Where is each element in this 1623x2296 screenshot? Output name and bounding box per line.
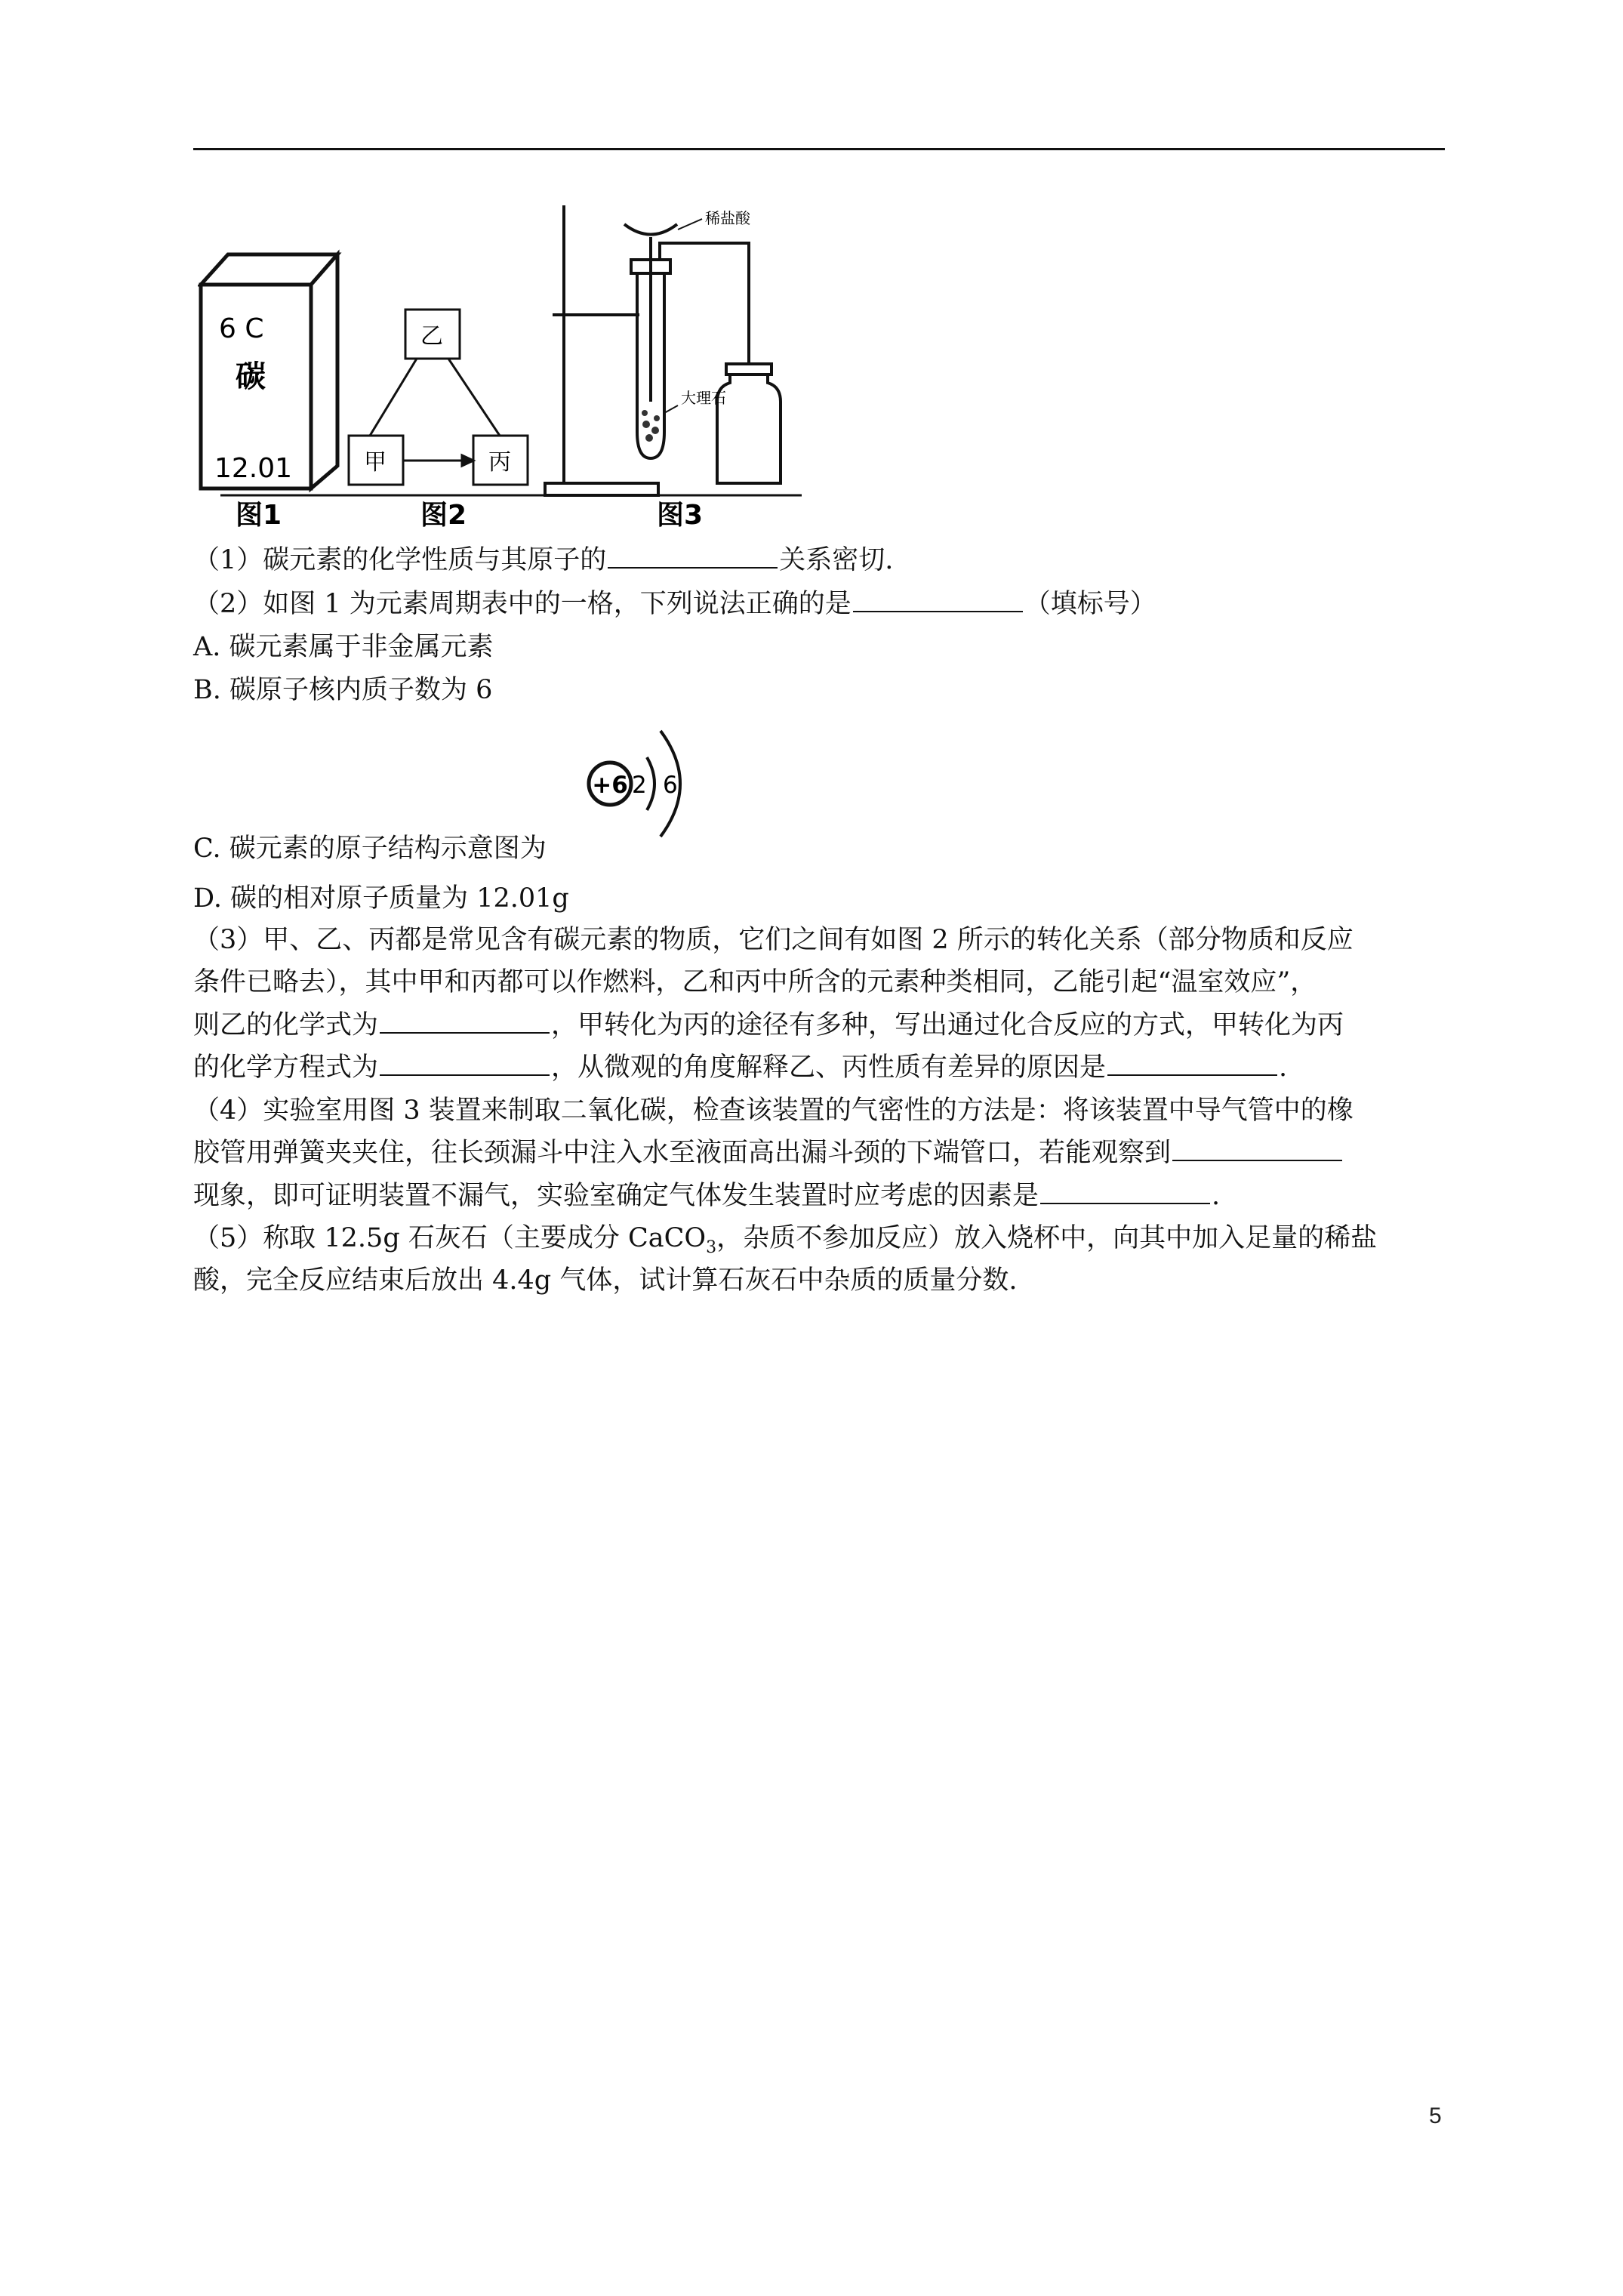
q3-line-1: （3）甲、乙、丙都是常见含有碳元素的物质，它们之间有如图 2 所示的转化关系（部分物质和反应 [193, 925, 1354, 955]
fig3-stand-base [545, 483, 658, 495]
fig3-bottle-cap [726, 364, 771, 374]
q3-line-3 [193, 1006, 1344, 1044]
q1-text-before: （1）碳元素的化学性质与其原子的 [193, 545, 607, 575]
bohr-shell-2-count: 6 [663, 772, 678, 799]
fig3-marble-pieces [642, 410, 660, 442]
q1-text-after: 关系密切. [779, 545, 894, 575]
bohr-shell-1 [647, 757, 654, 810]
bohr-svg [585, 716, 698, 867]
header-rule [193, 148, 1445, 150]
q5-line-1 [193, 1219, 1377, 1267]
fig2-label-left: 甲 [364, 449, 387, 476]
option-a: A. 碳元素属于非金属元素 [193, 632, 494, 662]
fig2-arrowhead [462, 455, 473, 466]
fig2-caption: 图2 [420, 500, 467, 530]
q4-line-3 [193, 1177, 1220, 1215]
figure-group [198, 198, 802, 530]
q5-line-1-b: ，杂质不参加反应）放入烧杯中，向其中加入足量的稀盐 [716, 1223, 1378, 1253]
q5-line-2: 酸，完全反应结束后放出 4.4g 气体，试计算石灰石中杂质的质量分数. [193, 1265, 1018, 1296]
question-1 [193, 541, 893, 579]
q4-line-3-b: . [1212, 1181, 1221, 1211]
q3-line-3-b: ，甲转化为丙的途径有多种，写出通过化合反应的方式，甲转化为丙 [551, 1010, 1344, 1040]
option-c: C. 碳元素的原子结构示意图为 [193, 834, 547, 864]
bohr-nucleus-label: +6 [592, 772, 628, 799]
option-b: B. 碳原子核内质子数为 6 [193, 675, 493, 705]
q3-blank-1[interactable] [380, 1011, 550, 1034]
q5-line-1-a: （5）称取 12.5g 石灰石（主要成分 CaCO [193, 1223, 707, 1253]
fig3-stone-label: 大理石 [681, 389, 726, 407]
q3-line-2: 条件已略去），其中甲和丙都可以作燃料，乙和丙中所含的元素种类相同，乙能引起“温室效应”， [193, 967, 1317, 997]
option-d: D. 碳的相对原子质量为 12.01g [193, 883, 569, 914]
q3-blank-3[interactable] [1107, 1053, 1277, 1076]
q2-text-before: （2）如图 1 为元素周期表中的一格，下列说法正确的是 [193, 589, 852, 619]
q4-line-3-a: 现象，即可证明装置不漏气，实验室确定气体发生装置时应考虑的因素是 [193, 1181, 1039, 1211]
q4-blank-2[interactable] [1040, 1182, 1210, 1204]
q4-line-2 [193, 1134, 1344, 1172]
q5-subscript: 3 [706, 1238, 717, 1257]
fig3-delivery-tube [660, 243, 749, 368]
fig3-acid-label: 稀盐酸 [705, 209, 750, 227]
q2-text-after: （填标号） [1024, 589, 1156, 619]
fig3-collection-bottle [717, 371, 781, 483]
q3-line-4-b: ，从微观的角度解释乙、丙性质有差异的原因是 [551, 1052, 1107, 1083]
bohr-shell-1-count: 2 [632, 772, 647, 799]
q3-line-4-c: . [1279, 1052, 1288, 1083]
fig3-caption: 图3 [657, 500, 704, 530]
fig1-caption: 图1 [236, 500, 282, 530]
fig2-label-right: 丙 [488, 449, 511, 476]
page-number: 5 [1429, 2103, 1442, 2128]
fig2-arrow-top-right [448, 359, 500, 436]
q3-line-3-a: 则乙的化学式为 [193, 1010, 379, 1040]
fig3-funnel-cup [624, 224, 677, 235]
q1-blank[interactable] [608, 546, 778, 569]
q3-blank-2[interactable] [380, 1053, 550, 1076]
q3-line-4-a: 的化学方程式为 [193, 1052, 379, 1083]
bohr-diagram [585, 716, 698, 867]
fig3-acid-leader [678, 219, 702, 230]
fig1-mass: 12.01 [214, 453, 293, 484]
q4-line-1: （4）实验室用图 3 装置来制取二氧化碳，检查该装置的气密性的方法是：将该装置中导气管中的橡 [193, 1096, 1354, 1126]
fig2-arrow-left-top [370, 359, 417, 436]
question-2 [193, 585, 1156, 623]
figure-svg [198, 198, 802, 530]
q3-line-4 [193, 1049, 1287, 1086]
fig1-number-symbol: 6 C [219, 313, 264, 344]
fig3-stone-leader [664, 405, 678, 413]
fig1-name: 碳 [236, 359, 266, 394]
q4-line-2-text: 胶管用弹簧夹夹住，往长颈漏斗中注入水至液面高出漏斗颈的下端管口，若能观察到 [193, 1138, 1172, 1168]
q2-blank[interactable] [853, 590, 1023, 612]
q4-blank-1[interactable] [1172, 1139, 1342, 1161]
fig2-label-top: 乙 [420, 323, 443, 350]
